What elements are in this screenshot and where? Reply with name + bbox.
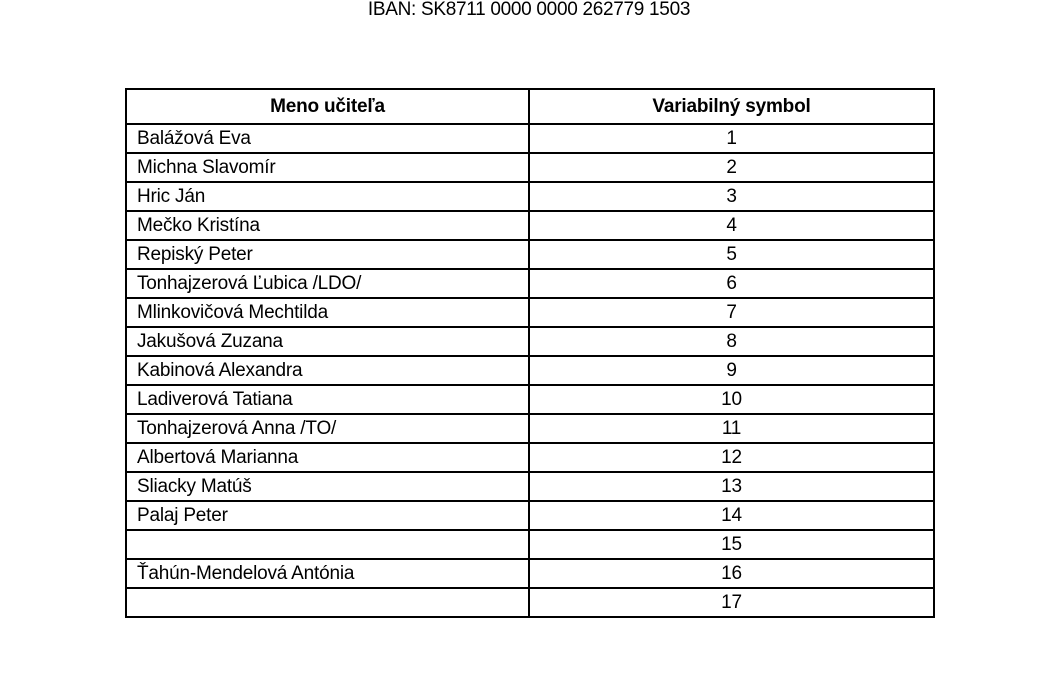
teacher-name-cell: Palaj Peter (126, 501, 529, 530)
teacher-name-cell: Tonhajzerová Ľubica /LDO/ (126, 269, 529, 298)
table-row (126, 240, 934, 269)
table-row (126, 269, 934, 298)
variable-symbol-cell: 12 (529, 443, 934, 472)
teacher-name-cell: Sliacky Matúš (126, 472, 529, 501)
table-row (126, 472, 934, 501)
table-row (126, 153, 934, 182)
table-row (126, 588, 934, 617)
variable-symbol-cell: 6 (529, 269, 934, 298)
teacher-name-cell: Kabinová Alexandra (126, 356, 529, 385)
variable-symbol-cell: 8 (529, 327, 934, 356)
teacher-name-cell: Mlinkovičová Mechtilda (126, 298, 529, 327)
variable-symbol-cell: 17 (529, 588, 934, 617)
variable-symbol-cell: 10 (529, 385, 934, 414)
variable-symbol-cell: 1 (529, 124, 934, 153)
table-row (126, 327, 934, 356)
header-variable-symbol: Variabilný symbol (529, 89, 934, 124)
teacher-name-cell: Ladiverová Tatiana (126, 385, 529, 414)
teacher-name-cell: Repiský Peter (126, 240, 529, 269)
variable-symbol-cell: 7 (529, 298, 934, 327)
teacher-symbol-table (125, 88, 935, 618)
table-row (126, 443, 934, 472)
iban-line: IBAN: SK8711 0000 0000 262779 1503 (367, 0, 691, 20)
variable-symbol-cell: 9 (529, 356, 934, 385)
teacher-name-cell: Albertová Marianna (126, 443, 529, 472)
table-row (126, 182, 934, 211)
table-row (126, 356, 934, 385)
table-row (126, 211, 934, 240)
variable-symbol-cell: 5 (529, 240, 934, 269)
table-row (126, 385, 934, 414)
variable-symbol-cell: 4 (529, 211, 934, 240)
variable-symbol-cell: 2 (529, 153, 934, 182)
teacher-name-cell: Hric Ján (126, 182, 529, 211)
variable-symbol-cell: 14 (529, 501, 934, 530)
table-header-row (126, 89, 934, 124)
teacher-name-cell: Michna Slavomír (126, 153, 529, 182)
variable-symbol-cell: 15 (529, 530, 934, 559)
teacher-name-cell: Ťahún-Mendelová Antónia (126, 559, 529, 588)
table-row (126, 501, 934, 530)
variable-symbol-cell: 13 (529, 472, 934, 501)
teacher-name-cell: Tonhajzerová Anna /TO/ (126, 414, 529, 443)
table-row (126, 559, 934, 588)
teacher-name-cell (126, 588, 529, 617)
variable-symbol-cell: 3 (529, 182, 934, 211)
header-teacher-name: Meno učiteľa (126, 89, 529, 124)
table-row (126, 530, 934, 559)
table-row (126, 298, 934, 327)
teacher-name-cell: Balážová Eva (126, 124, 529, 153)
table-row (126, 124, 934, 153)
variable-symbol-cell: 11 (529, 414, 934, 443)
table-row (126, 414, 934, 443)
teacher-name-cell: Jakušová Zuzana (126, 327, 529, 356)
teacher-name-cell (126, 530, 529, 559)
teacher-name-cell: Mečko Kristína (126, 211, 529, 240)
variable-symbol-cell: 16 (529, 559, 934, 588)
